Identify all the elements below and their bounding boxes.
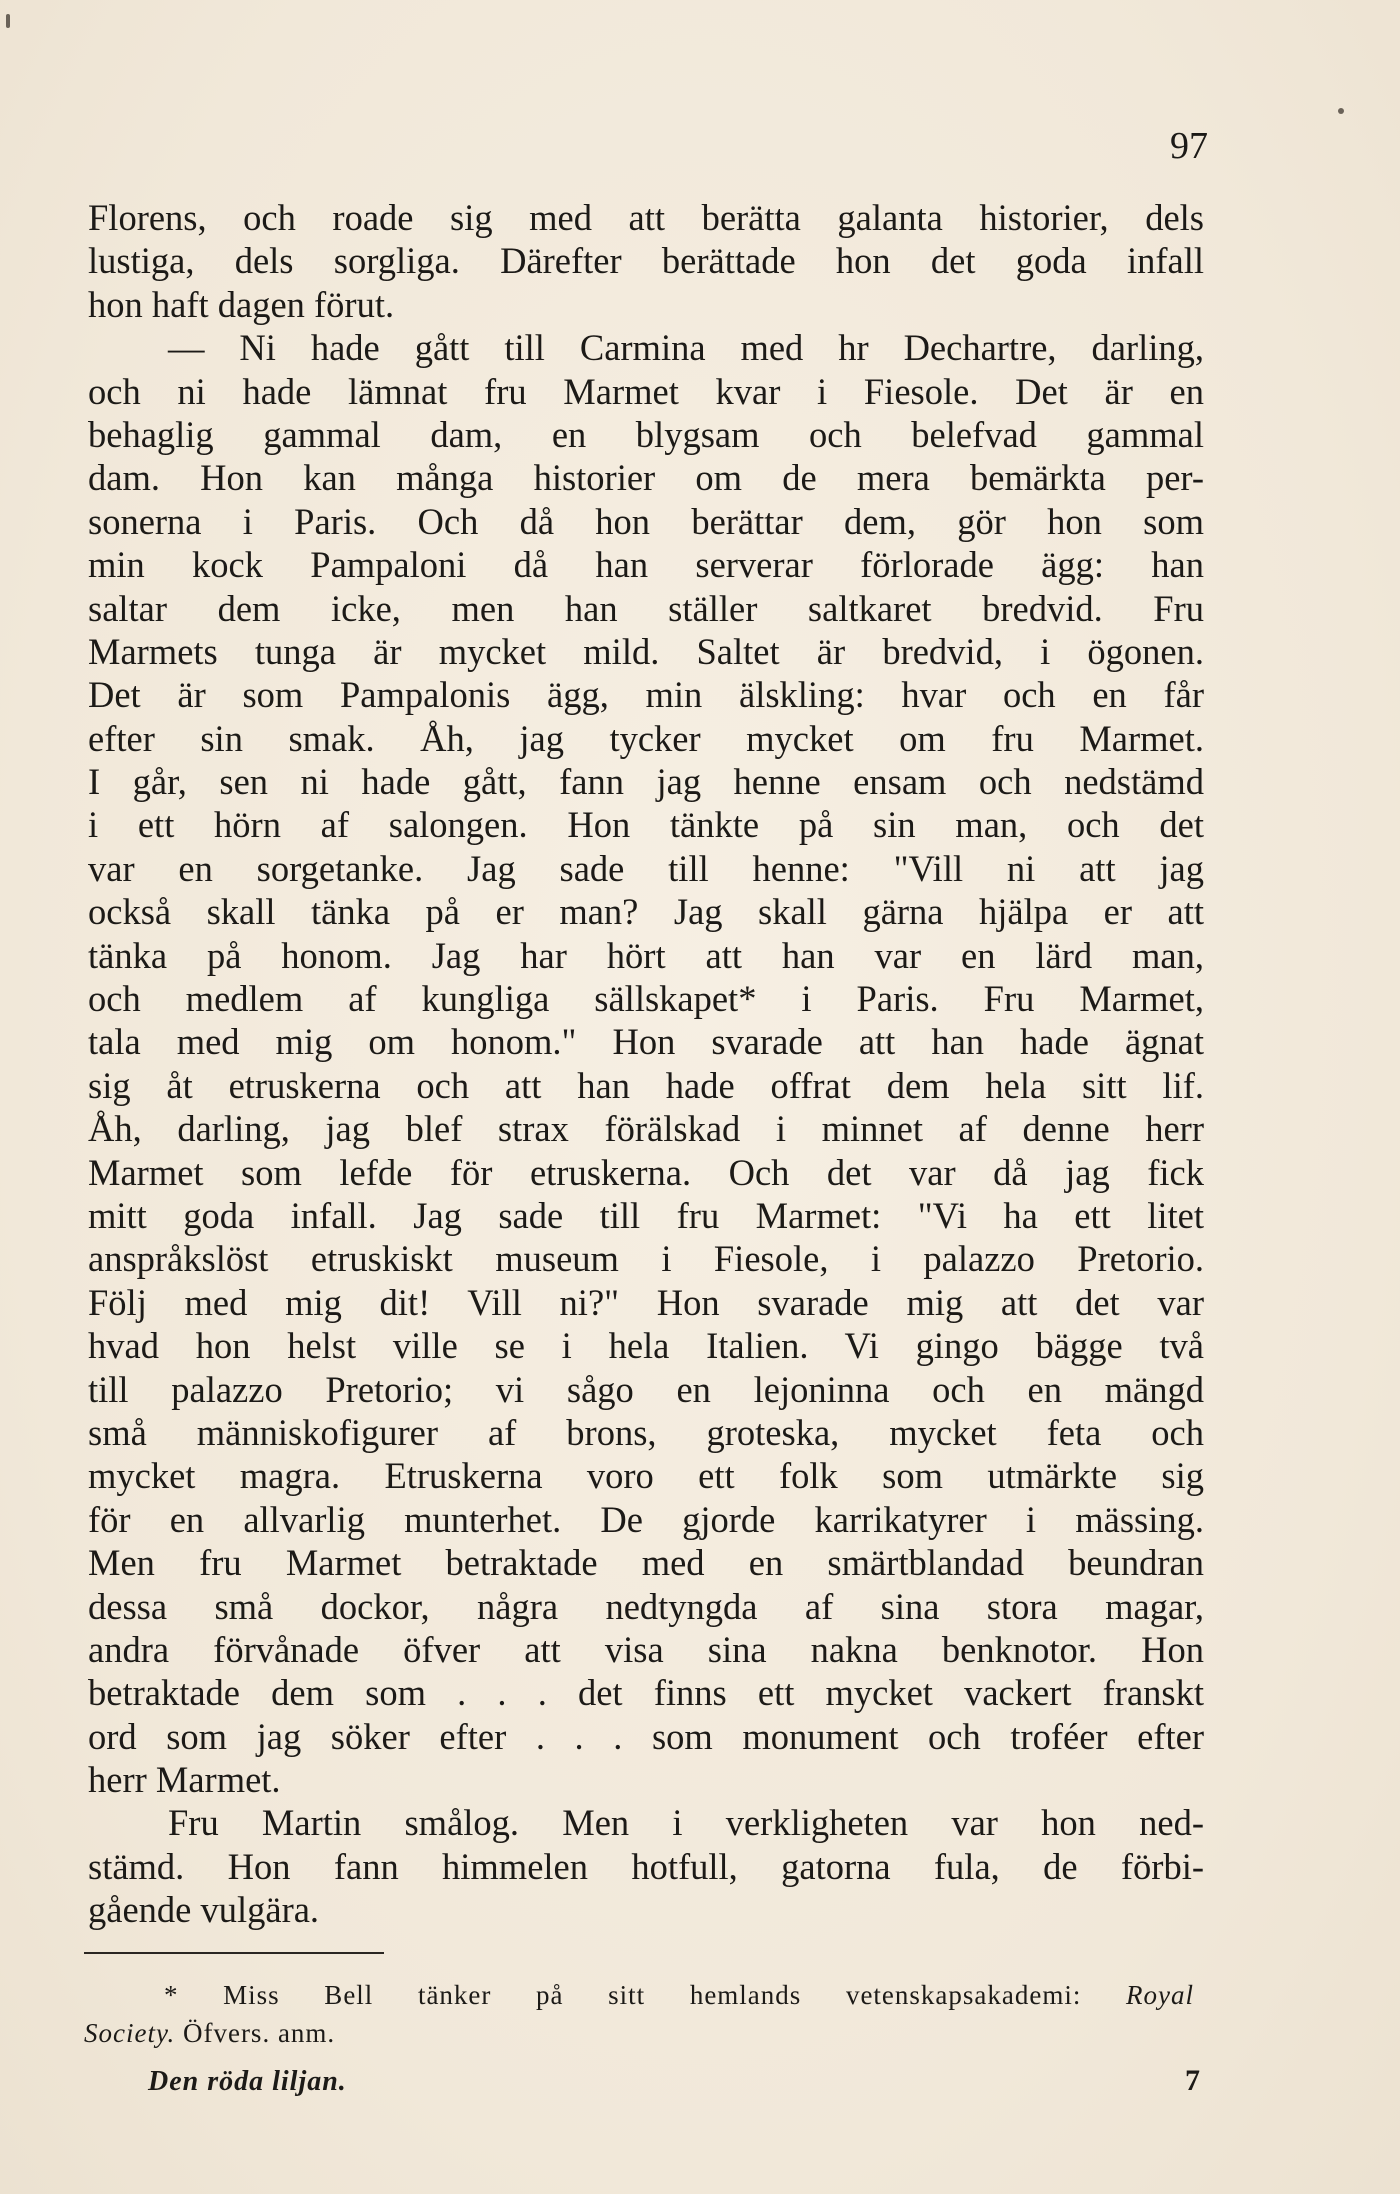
text-line: anspråkslöst etruskiskt museum i Fiesole, i palazzo Pretorio. — [88, 1238, 1204, 1280]
text-line: mycket magra. Etruskerna voro ett folk som utmärkte sig — [88, 1455, 1204, 1497]
text-line: min kock Pampaloni då han serverar förlorade ägg: han — [88, 544, 1204, 586]
text-line: dam. Hon kan många historier om de mera bemärkta per- — [88, 457, 1204, 499]
text-line: saltar dem icke, men han ställer saltkaret bredvid. Fru — [88, 587, 1204, 629]
text-line: dessa små dockor, några nedtyngda af sina stora magar, — [88, 1585, 1204, 1627]
footnote-line — [84, 2014, 1194, 2052]
footnote-text: Öfvers. anm. — [182, 2018, 336, 2048]
text-line: gående vulgära. — [88, 1889, 320, 1931]
text-line: sonerna i Paris. Och då hon berättar dem, gör hon som — [88, 500, 1204, 542]
text-line: för en allvarlig munterhet. De gjorde karrikatyrer i mässing. — [88, 1498, 1204, 1540]
text-line: Åh, darling, jag blef strax förälskad i minnet af denne herr — [88, 1108, 1204, 1150]
text-line: och medlem af kungliga sällskapet* i Paris. Fru Marmet, — [88, 978, 1204, 1020]
text-line: andra förvånade öfver att visa sina nakna benknotor. Hon — [88, 1628, 1204, 1670]
text-line: — Ni hade gått till Carmina med hr Dechartre, darling, — [168, 327, 1204, 369]
text-line: Men fru Marmet betraktade med en smärtblandad beundran — [88, 1542, 1204, 1584]
text-line: i ett hörn af salongen. Hon tänkte på sin man, och det — [88, 804, 1204, 846]
text-line: hon haft dagen förut. — [88, 283, 395, 325]
text-line: betraktade dem som . . . det finns ett mycket vackert franskt — [88, 1672, 1204, 1714]
text-line: Fru Martin smålog. Men i verkligheten var hon ned- — [168, 1802, 1204, 1844]
text-line: mitt goda infall. Jag sade till fru Marmet: "Vi ha ett litet — [88, 1194, 1204, 1236]
text-line: Florens, och roade sig med att berätta galanta historier, dels — [88, 197, 1204, 238]
body-text — [88, 196, 1204, 1932]
text-line: hvad hon helst ville se i hela Italien. Vi gingo bägge två — [88, 1325, 1204, 1367]
text-line: Följ med mig dit! Vill ni?" Hon svarade mig att det var — [88, 1281, 1204, 1323]
footnote-italic: Society. — [84, 2018, 176, 2048]
text-line: stämd. Hon fann himmelen hotfull, gatorna fula, de förbi- — [88, 1845, 1204, 1887]
footnote-text: * Miss Bell tänker på sitt hemlands vetenskapsakademi: — [164, 1980, 1082, 2010]
text-line: efter sin smak. Åh, jag tycker mycket om fru Marmet. — [88, 717, 1204, 759]
text-line: ord som jag söker efter . . . som monument och troféer efter — [88, 1715, 1204, 1757]
paper-speck — [1338, 108, 1344, 114]
text-line: Marmets tunga är mycket mild. Saltet är bredvid, i ögonen. — [88, 630, 1204, 672]
text-line: var en sorgetanke. Jag sade till henne: "Vill ni att jag — [88, 847, 1204, 889]
text-line: sig åt etruskerna och att han hade offrat dem hela sitt lif. — [88, 1064, 1204, 1106]
footnote-divider — [84, 1952, 384, 1954]
text-line: också skall tänka på er man? Jag skall gärna hjälpa er att — [88, 891, 1204, 933]
paper-speck — [6, 14, 10, 28]
text-line: till palazzo Pretorio; vi sågo en lejoninna och en mängd — [88, 1368, 1204, 1410]
footnote-italic: Royal — [1126, 1980, 1194, 2010]
text-line: små människofigurer af brons, groteska, mycket feta och — [88, 1411, 1204, 1453]
signature-number: 7 — [1185, 2064, 1200, 2097]
text-line: Marmet som lefde för etruskerna. Och det var då jag fick — [88, 1151, 1204, 1193]
text-line: I går, sen ni hade gått, fann jag henne ensam och nedstämd — [88, 761, 1204, 803]
text-line: tala med mig om honom." Hon svarade att han hade ägnat — [88, 1021, 1204, 1063]
signature-title: Den röda liljan. — [148, 2066, 347, 2097]
text-line: och ni hade lämnat fru Marmet kvar i Fiesole. Det är en — [88, 370, 1204, 412]
footnote-line — [84, 1976, 1194, 2014]
text-line: tänka på honom. Jag har hört att han var en lärd man, — [88, 934, 1204, 976]
text-line: Det är som Pampalonis ägg, min älskling: hvar och en får — [88, 674, 1204, 716]
text-line: behaglig gammal dam, en blygsam och belefvad gammal — [88, 413, 1204, 455]
text-line: lustiga, dels sorgliga. Därefter berättade hon det goda infall — [88, 240, 1204, 282]
text-line: herr Marmet. — [88, 1759, 281, 1801]
footnote — [84, 1976, 1194, 2052]
page-number: 97 — [1170, 125, 1208, 167]
